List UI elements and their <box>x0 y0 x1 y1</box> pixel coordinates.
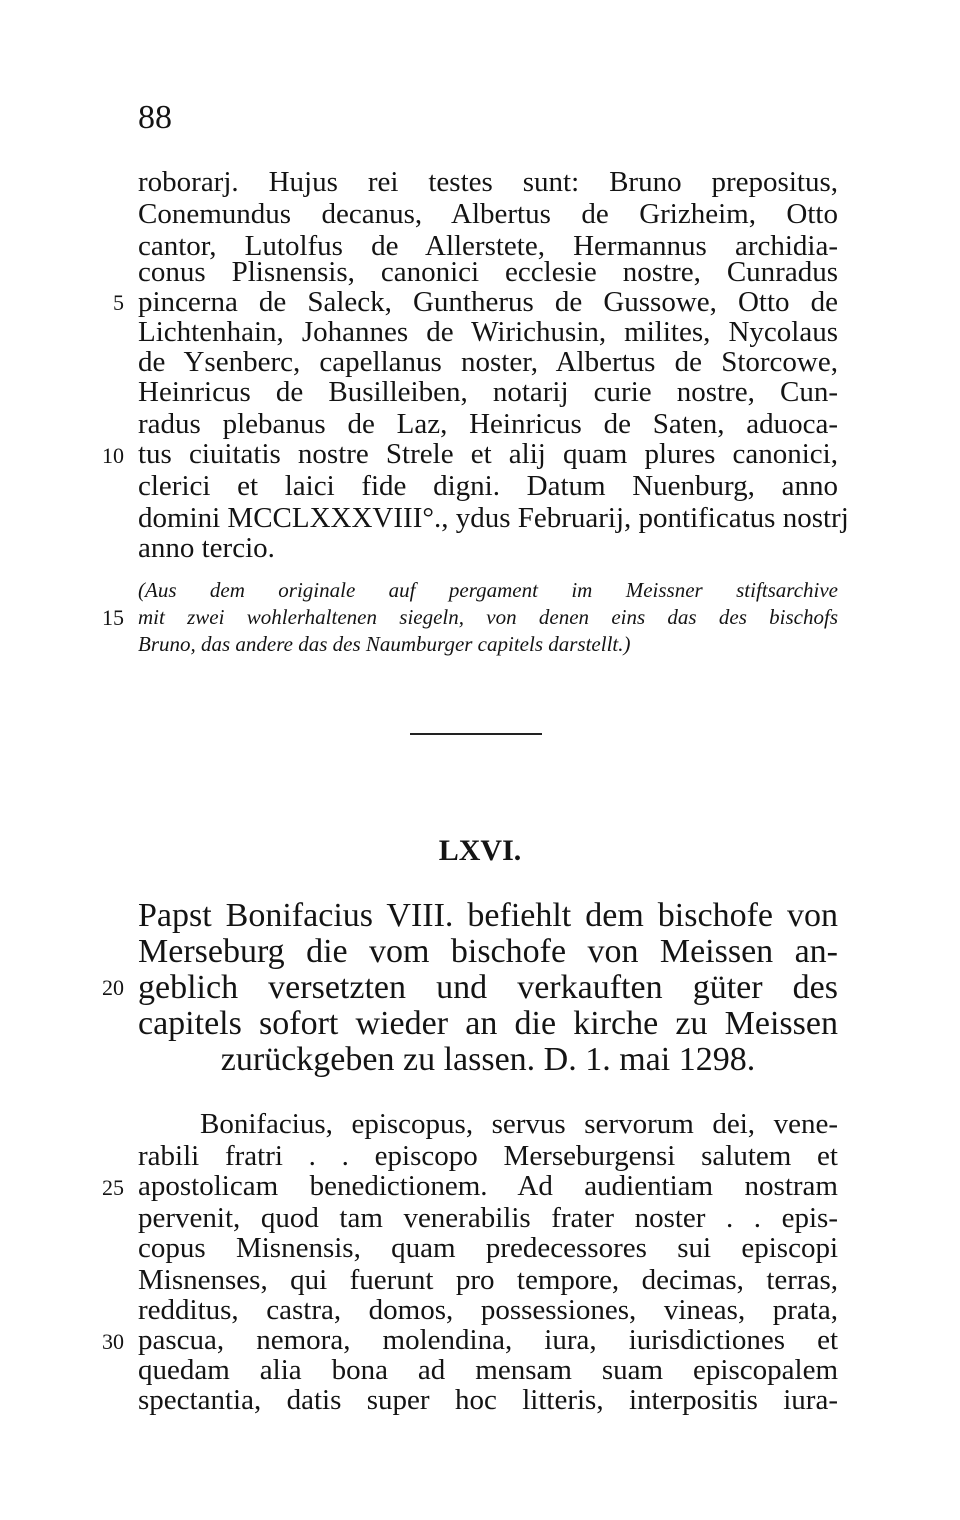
text-line: pincerna de Saleck, Guntherus de Gussowe, Otto de <box>138 286 838 318</box>
text-line: copus Misnensis, quam predecessores sui episcopi <box>138 1232 838 1264</box>
text-line: spectantia, datis super hoc litteris, interpositis iura- <box>138 1384 838 1416</box>
source-note-line: Bruno, das andere das des Naumburger capitels darstellt.) <box>138 632 631 656</box>
line-number: 5 <box>113 290 124 315</box>
section-divider <box>410 733 542 735</box>
source-note-line: (Aus dem originale auf pergament im Meissner stiftsarchive <box>138 578 838 602</box>
text-line: Misnenses, qui fuerunt pro tempore, decimas, terras, <box>138 1264 838 1296</box>
text-line: clerici et laici fide digni. Datum Nuenburg, anno <box>138 470 838 502</box>
text-line: cantor, Lutolfus de Allerstete, Hermannus archidia- <box>138 230 838 262</box>
text-line: apostolicam benedictionem. Ad audientiam nostram <box>138 1170 838 1202</box>
text-line: domini MCCLXXXVIII°., ydus Februarij, pontificatus nostrj <box>138 502 849 534</box>
text-line: conus Plisnensis, canonici ecclesie nostre, Cunradus <box>138 256 838 288</box>
text-line: pascua, nemora, molendina, iura, iurisdictiones et <box>138 1324 838 1356</box>
document-title-line: zurückgeben zu lassen. D. 1. mai 1298. <box>220 1041 756 1078</box>
text-line: anno tercio. <box>138 532 275 564</box>
text-line: roborarj. Hujus rei testes sunt: Bruno prepositus, <box>138 166 838 198</box>
document-title-line: geblich versetzten und verkauften güter des <box>138 969 838 1006</box>
text-line: rabili fratri . . episcopo Merseburgensi salutem et <box>138 1140 838 1172</box>
line-number: 30 <box>102 1329 124 1354</box>
document-number: LXVI. <box>438 834 522 867</box>
text-line: Lichtenhain, Johannes de Wirichusin, milites, Nycolaus <box>138 316 838 348</box>
line-number: 25 <box>102 1175 124 1200</box>
document-title-line: Merseburg die vom bischofe von Meissen an- <box>138 933 838 970</box>
text-line: redditus, castra, domos, possessiones, vineas, prata, <box>138 1294 838 1326</box>
line-number: 10 <box>102 443 124 468</box>
page-number: 88 <box>138 99 172 136</box>
line-number: 15 <box>102 605 124 630</box>
text-line: radus plebanus de Laz, Heinricus de Saten, aduoca- <box>138 408 838 440</box>
document-title-line: capitels sofort wieder an die kirche zu Meissen <box>138 1005 838 1042</box>
source-note-line: mit zwei wohlerhaltenen siegeln, von denen eins das des bischofs <box>138 605 838 629</box>
text-line: Heinricus de Busilleiben, notarij curie nostre, Cun- <box>138 376 838 408</box>
text-line: Bonifacius, episcopus, servus servorum dei, vene- <box>200 1108 838 1140</box>
text-line: Conemundus decanus, Albertus de Grizheim, Otto <box>138 198 838 230</box>
document-title-line: Papst Bonifacius VIII. befiehlt dem bischofe von <box>138 897 838 934</box>
text-line: quedam alia bona ad mensam suam episcopalem <box>138 1354 838 1386</box>
text-line: pervenit, quod tam venerabilis frater noster . . epis- <box>138 1202 838 1234</box>
text-line: tus ciuitatis nostre Strele et alij quam plures canonici, <box>138 438 838 470</box>
line-number: 20 <box>102 975 124 1000</box>
text-line: de Ysenberc, capellanus noster, Albertus de Storcowe, <box>138 346 838 378</box>
